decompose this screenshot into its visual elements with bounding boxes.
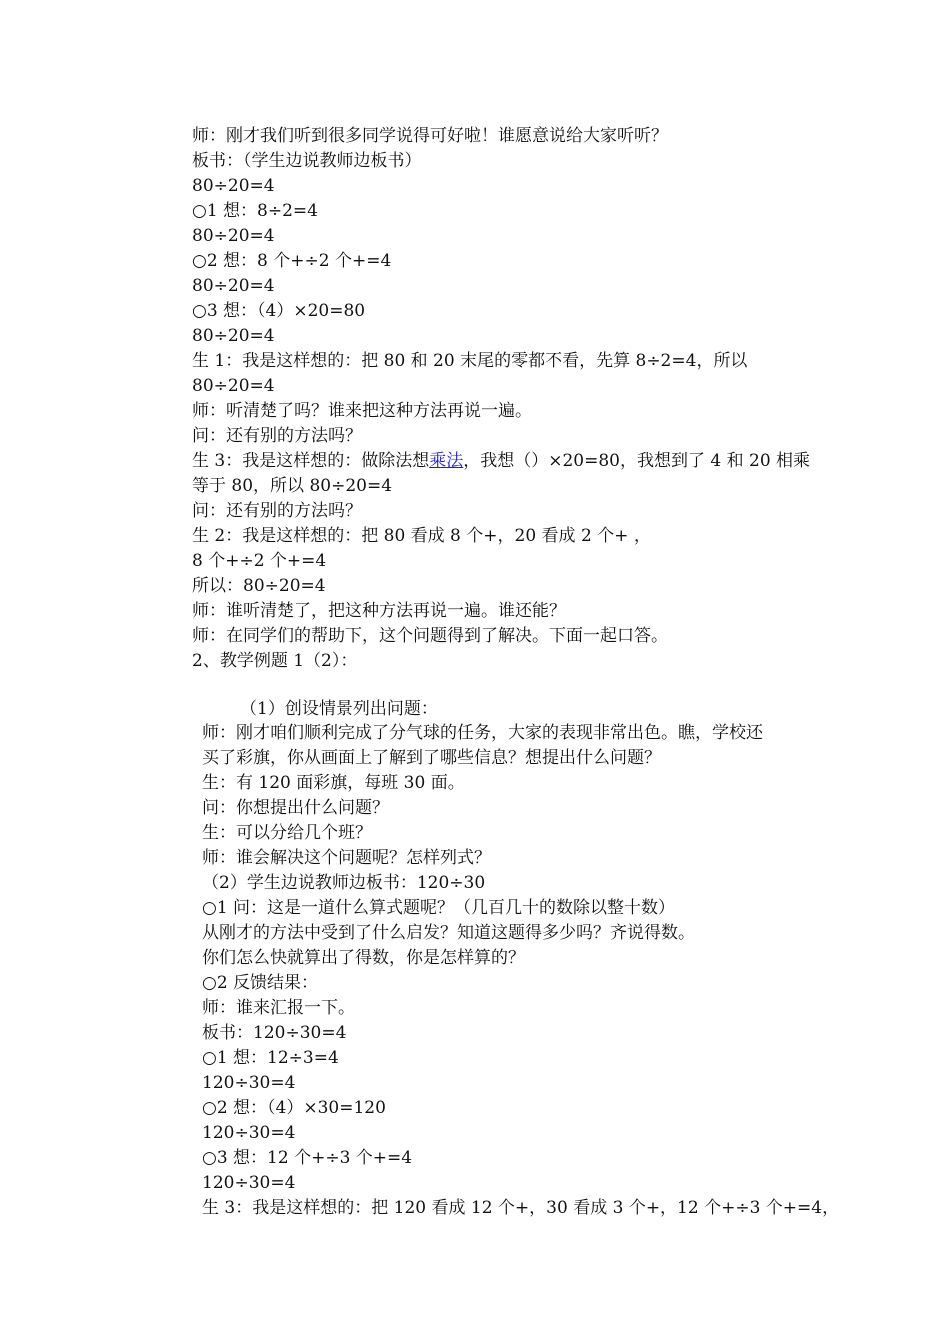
text-line: ○2 想：8 个+÷2 个+=4 (192, 251, 392, 271)
text-line: 生 1：我是这样想的：把 80 和 20 末尾的零都不看，先算 8÷2=4，所以 (192, 351, 748, 371)
text-line: 120÷30=4 (202, 1073, 296, 1093)
text-line: ○2 反馈结果： (202, 973, 319, 993)
text-line: ○3 想：（4）×20=80 (192, 301, 366, 321)
text-line: ○2 想：（4）×30=120 (202, 1098, 386, 1118)
text-line: （2）学生边说教师边板书：120÷30 (202, 873, 486, 893)
text-line: 师：谁来汇报一下。 (202, 998, 355, 1018)
text-line: 120÷30=4 (202, 1173, 296, 1193)
text-line-with-link (192, 449, 810, 473)
text-line: 问：还有别的方法吗？ (192, 501, 362, 521)
text-line: 80÷20=4 (192, 276, 275, 296)
text-line: 师：谁会解决这个问题呢？怎样列式？ (202, 848, 491, 868)
text-line: ○1 想：12÷3=4 (202, 1048, 339, 1068)
section-heading: 2、教学例题 1（2）： (192, 651, 358, 671)
text-segment: ，我想（）×20=80，我想到了 4 和 20 相乘 (463, 451, 811, 471)
text-line: 等于 80，所以 80÷20=4 (192, 476, 393, 496)
text-line: 板书：（学生边说教师边板书） (192, 151, 422, 171)
text-line: 买了彩旗，你从画面上了解到了哪些信息？想提出什么问题？ (202, 748, 661, 768)
text-segment: 生 3：我是这样想的：做除法想 (192, 451, 430, 471)
text-line: 生：有 120 面彩旗，每班 30 面。 (202, 773, 465, 793)
text-line: 师：谁听清楚了，把这种方法再说一遍。谁还能？ (192, 601, 566, 621)
text-line: 生 3：我是这样想的：把 120 看成 12 个+，30 看成 3 个+，12 个+÷3 个+=4， (202, 1198, 840, 1218)
text-line: 板书：120÷30=4 (202, 1023, 347, 1043)
text-line: 师：听清楚了吗？谁来把这种方法再说一遍。 (192, 401, 532, 421)
text-line: 80÷20=4 (192, 176, 275, 196)
subsection-heading: （1）创设情景列出问题： (240, 699, 438, 719)
text-line: 8 个+÷2 个+=4 (192, 551, 327, 571)
text-line: 师：在同学们的帮助下，这个问题得到了解决。下面一起口答。 (192, 626, 668, 646)
text-line: 80÷20=4 (192, 376, 275, 396)
text-line: 生 2：我是这样想的：把 80 看成 8 个+，20 看成 2 个+ ， (192, 526, 651, 546)
text-line: 80÷20=4 (192, 326, 275, 346)
text-line: 生：可以分给几个班？ (202, 823, 372, 843)
text-line: ○1 想：8÷2=4 (192, 201, 318, 221)
text-line: 从刚才的方法中受到了什么启发？知道这题得多少吗？齐说得数。 (202, 923, 695, 943)
text-line: 师：刚才咱们顺利完成了分气球的任务，大家的表现非常出色。瞧，学校还 (202, 723, 763, 743)
text-line: 师：刚才我们听到很多同学说得可好啦！谁愿意说给大家听听？ (192, 126, 668, 146)
text-line: 问：还有别的方法吗？ (192, 426, 362, 446)
text-line: 问：你想提出什么问题？ (202, 798, 389, 818)
multiplication-link[interactable]: 乘法 (429, 451, 464, 471)
text-line: 120÷30=4 (202, 1123, 296, 1143)
text-line: ○1 问：这是一道什么算式题呢？（几百几十的数除以整十数） (202, 898, 676, 918)
text-line: 你们怎么快就算出了得数，你是怎样算的？ (202, 948, 525, 968)
text-line: 所以：80÷20=4 (192, 576, 326, 596)
text-line: 80÷20=4 (192, 226, 275, 246)
text-line: ○3 想：12 个+÷3 个+=4 (202, 1148, 413, 1168)
